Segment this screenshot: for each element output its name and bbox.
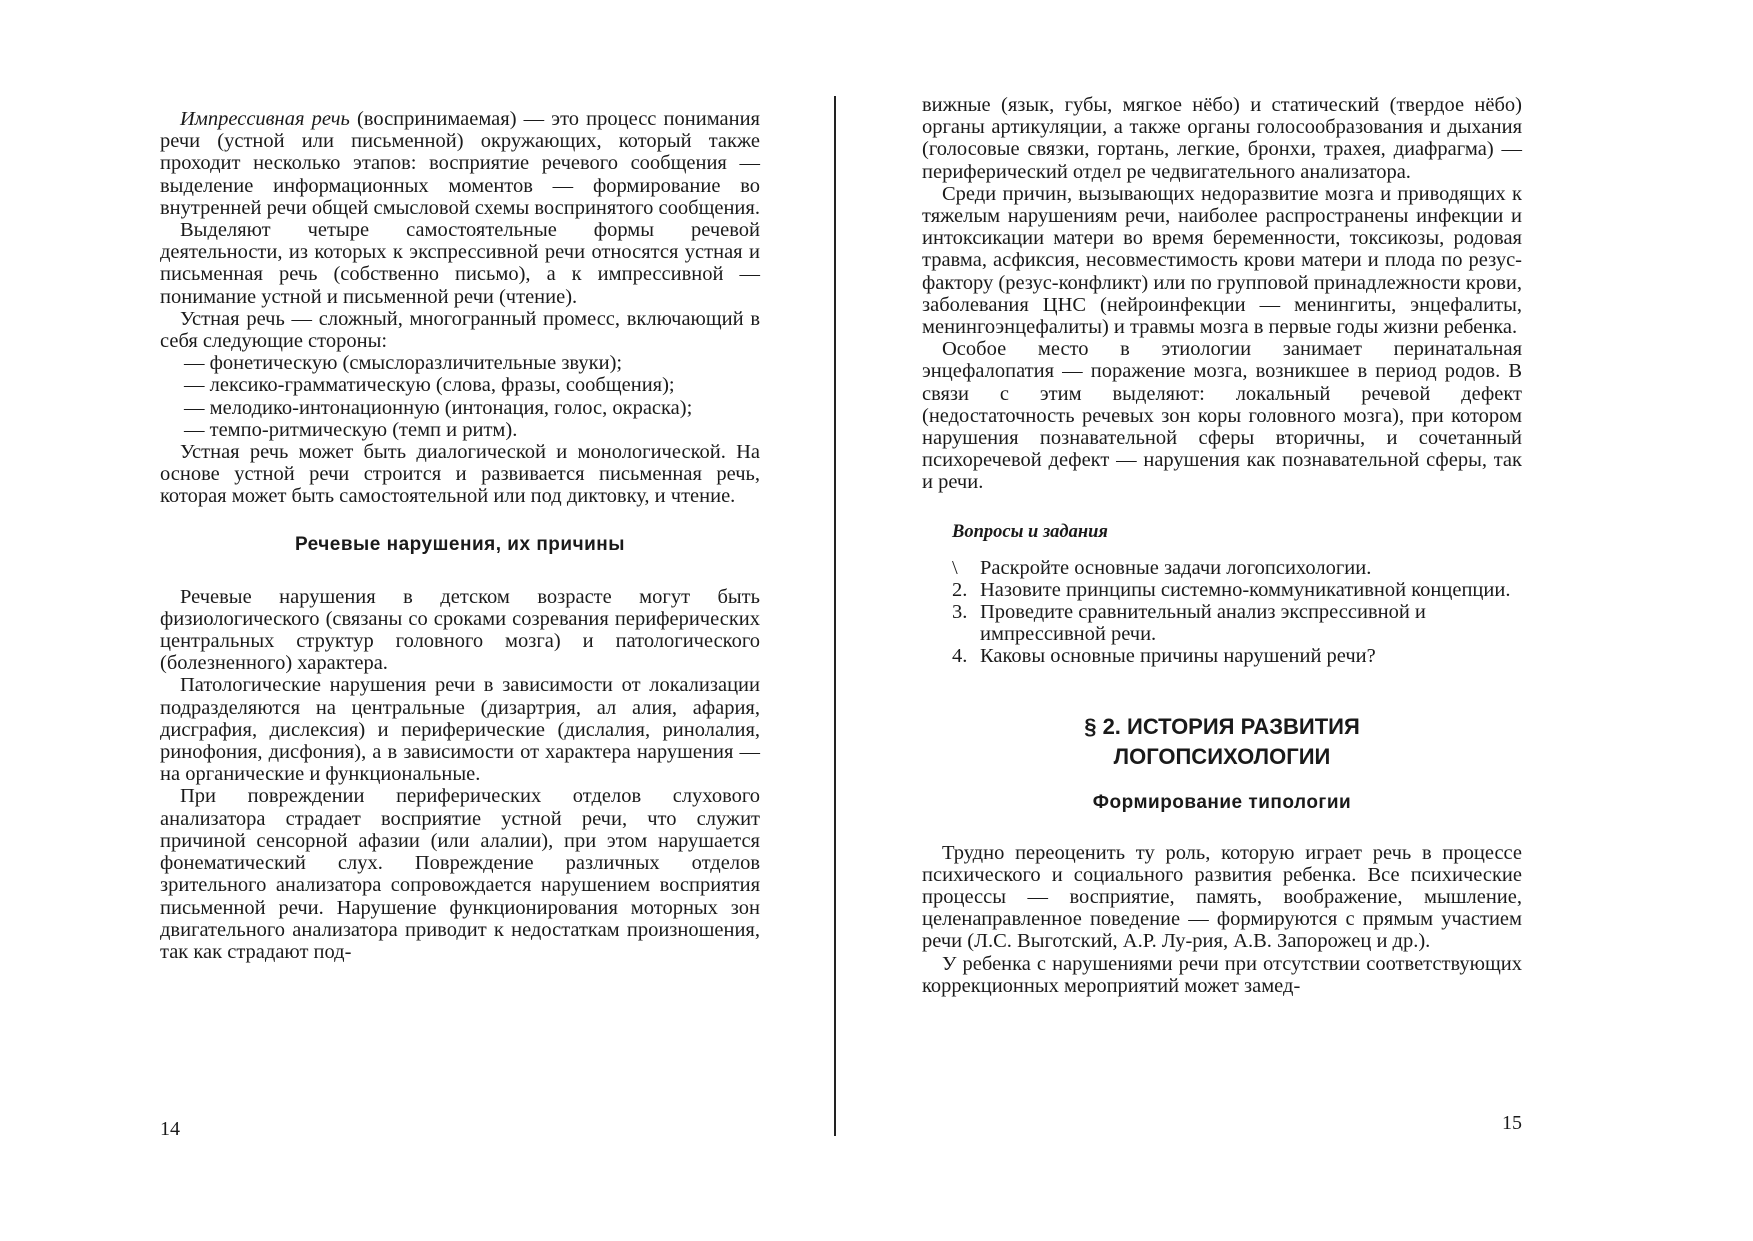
paragraph: Патологические нарушения речи в зависимости от локализации подразделяются на центральные (дизартрия, ал алия, афария, дисграфия, дислексия) и периферические (дислалия, ринолалия, ринофония, дисфония), а в зависимости от характера нарушения — на органические и функциональные. bbox=[160, 674, 760, 786]
page-divider bbox=[834, 96, 836, 1136]
paragraph: Трудно переоценить ту роль, которую играет речь в процессе психического и социального развития ребенка. Все психические процессы — восприятие, память, воображение, мышление, целенаправленное поведение — формируются с прямым участием речи (Л.С. Выготский, А.Р. Лу-рия, А.В. Запорожец и др.). bbox=[922, 841, 1522, 953]
page-number: 15 bbox=[1502, 1112, 1522, 1134]
list-item: 2. Назовите принципы системно-коммуникативной концепции. bbox=[952, 578, 1511, 601]
list-item: — лексико-грамматическую (слова, фразы, сообщения); bbox=[184, 374, 675, 397]
list-item: \ Раскройте основные задачи логопсихологии. bbox=[952, 556, 1372, 579]
chapter-title-line-2: ЛОГОПСИХОЛОГИИ bbox=[1113, 743, 1331, 769]
paragraph: Выделяют четыре самостоятельные формы речевой деятельности, из которых к экспрессивной речи относятся устная и письменная речь (собственно письмо), а к импрессивной — понимание устной и письменной речи (чтение). bbox=[160, 219, 760, 308]
list-item: 4. Каковы основные причины нарушений речи? bbox=[952, 645, 1376, 668]
chapter-title bbox=[922, 712, 1522, 772]
paragraph: У ребенка с нарушениями речи при отсутствии соответствующих коррекционных мероприятий может замед- bbox=[922, 952, 1522, 997]
paragraph: Среди причин, вызывающих недоразвитие мозга и приводящих к тяжелым нарушениям речи, наиболее распространены инфекции и интоксикации матери во время беременности, токсикозы, родовая травма, асфиксия, несовместимость крови матери и плода по резус-фактору (резус-конфликт) или по групповой принадлежности крови, заболевания ЦНС (нейроинфекции — менингиты, энцефалиты, менингоэнцефалиты) и травмы мозга в первые годы жизни ребенка. bbox=[922, 182, 1523, 339]
questions-list bbox=[922, 557, 1522, 668]
paragraph: Импрессивная речь (воспринимаемая) — это процесс понимания речи (устной или письменной) окружающих, который также проходит несколько этапов: восприятие речевого сообщения — выделение информационных моментов — формирование во внутренней речи общей смысловой схемы воспринятого сообщения. bbox=[160, 108, 760, 219]
speech-sides-list bbox=[160, 352, 760, 441]
paragraph: Устная речь может быть диалогической и монологической. На основе устной речи строится и развивается письменная речь, которая может быть самостоятельной или под диктовку, и чтение. bbox=[160, 441, 760, 508]
list-item: — темпо-ритмическую (темп и ритм). bbox=[184, 418, 518, 441]
chapter-title-line-1: § 2. ИСТОРИЯ РАЗВИТИЯ bbox=[1084, 713, 1360, 739]
paragraph: Речевые нарушения в детском возрасте могут быть физиологического (связаны со сроками созревания периферических центральных структур головного мозга) и патологического (болезненного) характера. bbox=[160, 585, 760, 675]
subsection-title: Формирование типологии bbox=[1092, 791, 1352, 813]
section-title: Речевые нарушения, их причины bbox=[294, 533, 625, 555]
left-page-content bbox=[160, 108, 760, 963]
paragraph: вижные (язык, губы, мягкое нёбо) и статический (твердое нёбо) органы артикуляции, а также органы голосообразования и дыхания (голосовые связки, гортань, легкие, бронхи, трахея, диафрагма) — периферический отдел ре чедвигательного анализатора. bbox=[922, 94, 1522, 183]
list-item: — фонетическую (смыслоразличительные звуки); bbox=[184, 352, 623, 375]
term-impressive-speech: Импрессивная речь bbox=[180, 108, 350, 130]
list-item: — мелодико-интонационную (интонация, голос, окраска); bbox=[184, 396, 693, 419]
list-item: 3. Проведите сравнительный анализ экспрессивной и импрессивной речи. bbox=[952, 601, 1426, 646]
paragraph: Особое место в этиологии занимает перинатальная энцефалопатия — поражение мозга, возникшее в период родов. В связи с этим выделяют: локальный речевой дефект (недостаточность речевых зон коры головного мозга), при котором нарушения познавательной сферы вторичны, и сочетанный психоречевой дефект — нарушения как познавательной сферы, так и речи. bbox=[922, 338, 1522, 494]
questions-title: Вопросы и задания bbox=[952, 521, 1108, 542]
paragraph: Устная речь — сложный, многогранный промесс, включающий в себя следующие стороны: bbox=[160, 307, 760, 353]
page-number: 14 bbox=[160, 1118, 180, 1140]
right-page-content bbox=[922, 94, 1522, 997]
paragraph: При повреждении периферических отделов слухового анализатора страдает восприятие устной речи, что служит причиной сенсорной афазии (или алалии), при этом нарушается фонематический слух. Повреждение различных отделов зрительного анализатора сопровождается нарушением восприятия письменной речи. Нарушение функционирования моторных зон двигательного анализатора приводит к недостаткам произношения, так как страдают под- bbox=[160, 785, 760, 963]
